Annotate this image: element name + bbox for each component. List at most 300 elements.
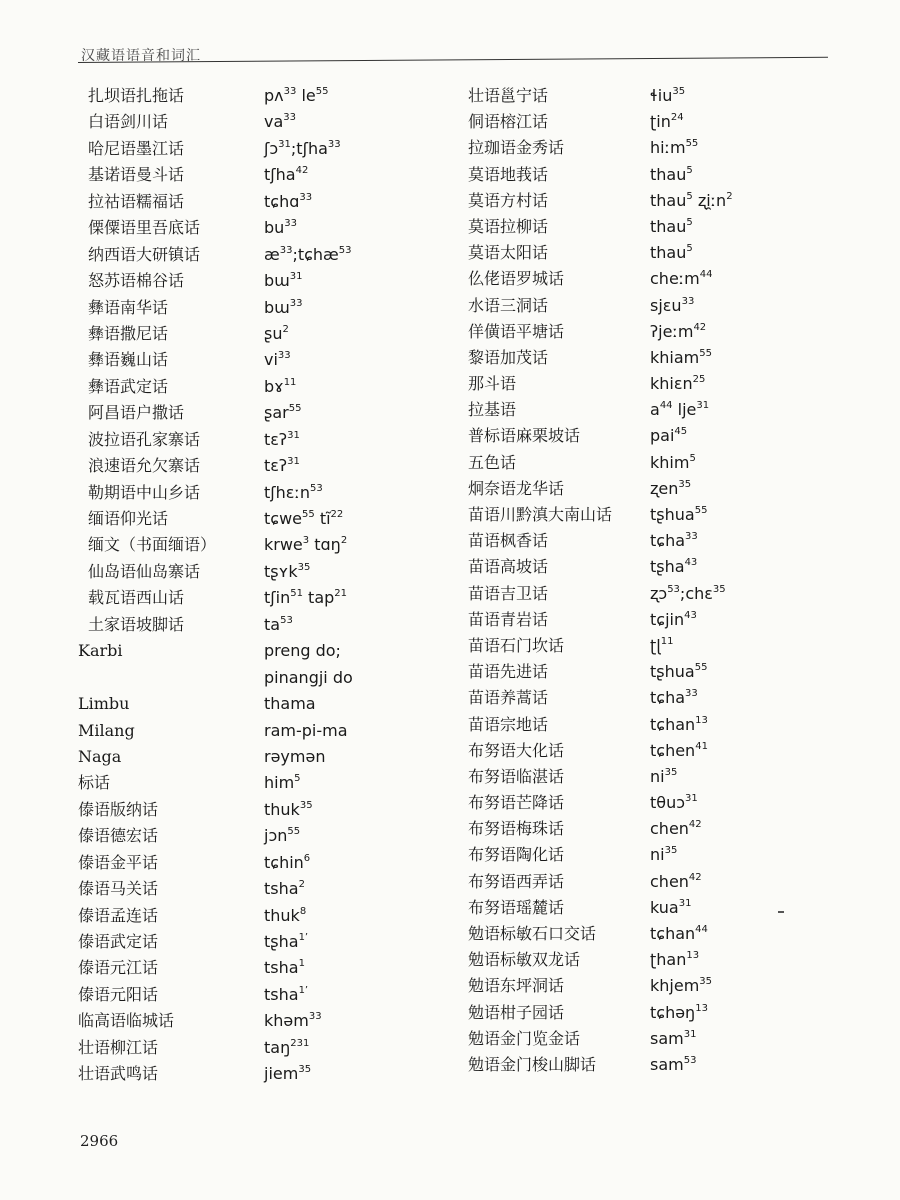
- language-name: 莫语太阳话: [468, 243, 549, 263]
- language-name: 缅文（书面缅语）: [88, 535, 217, 555]
- syllable: ʈɭ: [650, 635, 661, 655]
- syllable: bɤ: [264, 376, 284, 396]
- language-name: 苗语宗地话: [468, 714, 549, 734]
- word-form: [650, 1055, 696, 1075]
- language-name: 苗语先进话: [468, 662, 549, 682]
- tone-number: 42: [295, 165, 309, 177]
- language-name: 彝语武定话: [88, 376, 169, 396]
- word-form: [650, 243, 693, 263]
- tone-number: 55: [694, 662, 708, 674]
- syllable: thau: [650, 216, 687, 236]
- language-name: 临高语临城话: [78, 1011, 175, 1031]
- word-form: [650, 505, 707, 525]
- word-form: [264, 192, 312, 212]
- tone-number: 35: [298, 1064, 312, 1076]
- language-name: 缅语仰光话: [88, 509, 169, 528]
- syllable: thuk: [264, 799, 300, 819]
- word-form: [650, 453, 696, 473]
- syllable: tʂha: [264, 932, 299, 951]
- language-name: 苗语吉卫话: [468, 583, 549, 603]
- tone-number: 35: [672, 86, 686, 97]
- language-name: 佯僙语平塘话: [468, 321, 565, 341]
- word-form: [264, 403, 301, 423]
- word-form: [650, 138, 698, 158]
- syllable: kua: [650, 897, 679, 917]
- language-name: 勒期语中山乡话: [88, 482, 201, 502]
- language-name: 傣语元阳话: [78, 984, 159, 1004]
- tone-number: 8: [299, 905, 307, 917]
- syllable: tʃha: [264, 165, 296, 185]
- syllable: a: [650, 400, 660, 420]
- tone-number: 55: [302, 509, 315, 520]
- syllable: sjɛu: [650, 295, 682, 315]
- syllable: tɕha: [650, 688, 686, 708]
- language-name: 阿昌语户撒话: [88, 403, 185, 423]
- syllable: thau: [650, 190, 687, 210]
- word-form: [650, 845, 677, 865]
- syllable: ʈin: [650, 112, 671, 132]
- word-form: [650, 872, 702, 892]
- word-form: [650, 636, 673, 656]
- language-name: 标话: [78, 773, 111, 793]
- language-name: 傣语金平话: [78, 852, 159, 872]
- page-number: 2966: [80, 1132, 119, 1150]
- word-form: [264, 932, 308, 952]
- syllable: him: [264, 773, 295, 793]
- language-name: 炯奈语龙华话: [468, 478, 565, 498]
- tone-number: 35: [712, 583, 726, 595]
- tone-number: 53: [667, 583, 680, 595]
- word-form: [650, 322, 706, 342]
- tone-number: 35: [664, 766, 678, 778]
- language-name: Milang: [78, 720, 135, 740]
- syllable: ʂu: [264, 323, 283, 343]
- word-form: [650, 793, 698, 813]
- word-form: [264, 800, 313, 820]
- tone-number: 45: [674, 426, 688, 438]
- word-form: [264, 747, 325, 767]
- word-form: [650, 531, 698, 551]
- tone-number: 51: [290, 588, 303, 600]
- language-name: 拉祜语糯福话: [88, 191, 185, 211]
- tone-number: 55: [699, 347, 712, 359]
- tone-number: 53: [683, 1054, 697, 1066]
- word-form: [264, 1064, 311, 1084]
- word-form: [264, 112, 296, 132]
- tone-number: 1: [298, 958, 305, 970]
- tone-number: 22: [330, 509, 344, 520]
- tone-number: 44: [695, 924, 708, 935]
- language-name: 彝语撒尼话: [88, 323, 169, 343]
- language-name: 哈尼语墨江话: [88, 138, 185, 158]
- language-name: 拉基语: [468, 400, 517, 420]
- tone-number: 5: [689, 452, 696, 464]
- language-name: 傣语马关话: [78, 879, 159, 899]
- syllable: tʃhɛːn: [264, 482, 310, 502]
- word-form: [650, 269, 713, 289]
- syllable: ;chɛ: [679, 583, 713, 603]
- word-form: [650, 924, 708, 944]
- tone-number: 33: [289, 297, 303, 309]
- tone-number: 33: [685, 688, 698, 700]
- word-form: [264, 985, 308, 1005]
- language-name: 黎语加茂话: [468, 347, 549, 367]
- tone-number: 35: [299, 799, 313, 811]
- syllable: krwe: [264, 535, 303, 555]
- tone-number: 43: [684, 557, 698, 569]
- tone-number: 25: [692, 374, 706, 386]
- language-name: 傣语版纳话: [78, 799, 159, 819]
- language-name: 仫佬语罗城话: [468, 269, 565, 289]
- syllable: ɬiu: [650, 86, 673, 105]
- syllable: khiam: [650, 347, 700, 367]
- syllable: chen: [650, 871, 689, 891]
- syllable: ʂar: [264, 403, 289, 423]
- language-name: 壮语武鸣话: [78, 1064, 159, 1084]
- language-name: Limbu: [78, 694, 130, 714]
- tone-number: 31: [278, 138, 291, 150]
- language-name: 勉语标敏石口交话: [468, 924, 597, 943]
- syllable: jiem: [264, 1064, 299, 1084]
- tone-number: 33: [681, 295, 695, 307]
- language-name: 莫语拉柳话: [468, 216, 549, 236]
- syllable: pai: [650, 426, 675, 446]
- tone-number: 31: [696, 400, 710, 412]
- word-form: [650, 426, 687, 446]
- tone-number: 2: [726, 190, 733, 202]
- syllable: tʂha: [650, 557, 685, 577]
- syllable: tʂʏk: [264, 561, 298, 581]
- word-form: [650, 1003, 708, 1023]
- tone-number: 33: [283, 86, 297, 97]
- syllable: tsha: [264, 984, 299, 1004]
- syllable: ni: [650, 766, 665, 786]
- syllable: ʐen: [650, 478, 679, 498]
- tone-number: 42: [693, 321, 707, 333]
- tone-number: 33: [327, 138, 341, 150]
- language-name: 苗语枫香话: [468, 531, 549, 551]
- tone-number: 33: [299, 191, 313, 203]
- word-form: [650, 86, 685, 106]
- syllable: thau: [650, 164, 687, 184]
- word-form: [650, 165, 693, 185]
- language-name: 傣语孟连话: [78, 905, 159, 925]
- tone-number: 2: [340, 535, 348, 547]
- syllable: taŋ: [264, 1037, 291, 1057]
- language-name: 五色话: [468, 452, 517, 472]
- syllable: bɯ: [264, 297, 290, 317]
- word-form: [264, 853, 310, 873]
- syllable: tɕhan: [650, 924, 696, 943]
- tone-number: 44: [699, 269, 713, 281]
- syllable: khiɛn: [650, 374, 693, 394]
- word-form: [264, 509, 343, 529]
- word-form: [264, 430, 300, 450]
- syllable: bu: [264, 218, 285, 238]
- language-name: 彝语南华话: [88, 297, 169, 317]
- syllable: ;tʃha: [290, 138, 328, 158]
- tone-number: 55: [315, 86, 329, 97]
- language-name: 布努语西弄话: [468, 871, 565, 891]
- word-form: [264, 879, 305, 899]
- word-form: [650, 191, 733, 211]
- word-form: [264, 562, 310, 582]
- word-form: [264, 165, 308, 185]
- tone-number: 41: [695, 740, 708, 752]
- tone-number: 1’: [298, 984, 309, 996]
- tone-number: 31: [683, 1028, 697, 1040]
- tone-number: 24: [670, 112, 684, 124]
- language-name: 勉语东坪洞话: [468, 976, 565, 996]
- syllable: ram-pi-ma: [264, 720, 348, 740]
- word-form: [650, 112, 684, 132]
- language-name: 基诺语曼斗话: [88, 165, 185, 185]
- tone-number: 31: [289, 271, 303, 283]
- syllable: ta: [264, 614, 281, 634]
- tone-number: 21: [334, 588, 348, 600]
- language-name: 勉语金门梭山脚话: [468, 1054, 597, 1074]
- language-name: 仙岛语仙岛寨话: [88, 561, 201, 581]
- syllable: khim: [650, 452, 690, 472]
- word-form: [650, 976, 712, 996]
- stray-mark: [778, 911, 784, 913]
- tone-number: 42: [688, 871, 702, 883]
- syllable: le: [296, 86, 316, 105]
- language-name: 苗语川黔滇大南山话: [468, 505, 613, 524]
- tone-number: 31: [287, 429, 300, 441]
- tone-number: 5: [686, 164, 693, 176]
- language-name: 傣语武定话: [78, 932, 159, 951]
- syllable: tɕhen: [650, 740, 696, 760]
- syllable: jɔn: [264, 826, 288, 846]
- tone-number: 11: [283, 376, 297, 388]
- language-name: 勉语金门览金话: [468, 1028, 581, 1048]
- word-form: [264, 588, 347, 608]
- word-form: [650, 662, 707, 682]
- syllable: tɕhin: [264, 852, 304, 872]
- syllable: hiːm: [650, 138, 686, 158]
- language-name: 白语剑川话: [88, 112, 169, 132]
- word-form: [264, 298, 302, 318]
- syllable: pʌ: [264, 86, 284, 105]
- word-form: [264, 1038, 309, 1058]
- language-name: 土家语坡脚话: [88, 614, 185, 634]
- syllable: thau: [650, 243, 687, 263]
- tone-number: 33: [277, 350, 291, 362]
- syllable: tɕwe: [264, 509, 302, 528]
- word-form: [264, 668, 353, 688]
- tone-number: 55: [287, 826, 301, 838]
- language-name: 勉语标敏双龙话: [468, 950, 581, 970]
- word-form: [650, 610, 697, 630]
- syllable: cheːm: [650, 269, 700, 289]
- syllable: pinangji do: [264, 667, 353, 687]
- tone-number: 42: [688, 819, 702, 831]
- language-name: 苗语养蒿话: [468, 688, 549, 708]
- tone-number: 44: [659, 400, 673, 412]
- syllable: ʈhan: [650, 950, 687, 970]
- word-form: [264, 826, 300, 846]
- word-form: [650, 296, 694, 316]
- tone-number: 53: [280, 614, 293, 626]
- syllable: rəymən: [264, 746, 326, 766]
- syllable: tap: [302, 588, 335, 608]
- syllable: lje: [672, 400, 697, 420]
- word-form: [650, 898, 691, 918]
- word-form: [264, 721, 348, 741]
- tone-number: 6: [303, 852, 311, 864]
- word-form: [650, 715, 708, 735]
- syllable: khjem: [650, 976, 700, 996]
- word-form: [650, 584, 726, 604]
- word-form: [650, 374, 705, 394]
- tone-number: 53: [309, 482, 323, 494]
- tone-number: 53: [338, 244, 352, 256]
- syllable: ;tɕhæ: [292, 244, 339, 264]
- word-form: [264, 324, 289, 344]
- word-form: [264, 615, 293, 635]
- tone-number: 33: [685, 531, 698, 543]
- tone-number: 31: [685, 793, 698, 805]
- word-form: [264, 1011, 322, 1031]
- language-name: 壮语柳江话: [78, 1037, 159, 1057]
- word-form: [264, 139, 341, 159]
- language-name: 布努语大化话: [468, 740, 565, 760]
- syllable: ʐi̯ːn: [692, 190, 727, 210]
- syllable: tθuɔ: [650, 793, 685, 813]
- syllable: tʃin: [264, 588, 291, 608]
- tone-number: 31: [678, 897, 692, 909]
- language-name: 莫语地莪话: [468, 164, 549, 184]
- language-name: 布努语梅珠话: [468, 819, 565, 839]
- word-form: [650, 688, 698, 708]
- language-name: 布努语芒降话: [468, 793, 565, 813]
- syllable: tʂhua: [650, 662, 695, 682]
- tone-number: 55: [694, 505, 708, 516]
- word-form: [264, 350, 291, 370]
- tone-number: 35: [699, 976, 713, 988]
- syllable: ʐɔ: [650, 583, 668, 603]
- syllable: æ: [264, 244, 280, 264]
- word-form: [650, 819, 702, 839]
- syllable: tɕjin: [650, 609, 685, 629]
- language-name: 苗语青岩话: [468, 609, 549, 629]
- word-form: [264, 245, 352, 265]
- word-form: [650, 741, 708, 761]
- language-name: 布努语陶化话: [468, 845, 565, 865]
- tone-number: 35: [297, 561, 311, 573]
- tone-number: 33: [279, 244, 293, 256]
- word-form: [264, 773, 301, 793]
- language-name: 彝语巍山话: [88, 350, 169, 370]
- language-name: 傈僳语里吾底话: [88, 218, 201, 238]
- word-form: [264, 377, 296, 397]
- word-form: [264, 694, 316, 714]
- tone-number: 31: [287, 456, 300, 468]
- syllable: tɕhɑ: [264, 191, 300, 211]
- language-name: 傣语德宏话: [78, 826, 159, 846]
- syllable: vi: [264, 350, 278, 370]
- tone-number: 5: [686, 216, 693, 228]
- language-name: 布努语临湛话: [468, 766, 565, 786]
- syllable: thuk: [264, 905, 300, 925]
- syllable: preng do;: [264, 641, 341, 661]
- language-name: 苗语高坡话: [468, 557, 549, 577]
- language-name: 傣语元江话: [78, 958, 159, 978]
- running-head: 汉藏语语音和词汇: [81, 48, 201, 64]
- tone-number: 13: [695, 714, 708, 726]
- word-form: [264, 906, 306, 926]
- syllable: va: [264, 112, 284, 132]
- tone-number: 13: [695, 1002, 708, 1014]
- syllable: sam: [650, 1054, 684, 1074]
- tone-number: 231: [290, 1037, 310, 1049]
- syllable: sam: [650, 1028, 684, 1048]
- syllable: tsha: [264, 879, 299, 899]
- syllable: thama: [264, 694, 316, 714]
- word-form: [650, 400, 709, 420]
- tone-number: 2: [282, 323, 289, 335]
- word-form: [264, 535, 347, 555]
- language-name: 扎坝语扎拖话: [88, 86, 185, 105]
- syllable: tɑŋ: [309, 535, 341, 555]
- language-name: 侗语榕江话: [468, 112, 549, 132]
- syllable: tɕhəŋ: [650, 1002, 696, 1022]
- word-form: [650, 348, 712, 368]
- tone-number: 33: [308, 1011, 322, 1023]
- word-form: [264, 641, 341, 661]
- word-form: [650, 557, 697, 577]
- language-name: 拉珈语金秀话: [468, 138, 565, 158]
- word-form: [264, 483, 323, 503]
- language-name: 莫语方村话: [468, 190, 549, 210]
- tone-number: 35: [678, 478, 692, 490]
- word-form: [264, 271, 302, 291]
- syllable: bɯ: [264, 271, 290, 291]
- syllable: tɛʔ: [264, 456, 288, 476]
- word-form: [650, 950, 699, 970]
- tone-number: 5: [686, 190, 693, 202]
- language-name: 勉语柑子园话: [468, 1002, 565, 1022]
- language-name: 载瓦语西山话: [88, 588, 185, 608]
- tone-number: 5: [294, 773, 301, 785]
- tone-number: 5: [686, 243, 693, 255]
- tone-number: 55: [288, 403, 302, 415]
- language-name: 纳西语大研镇话: [88, 244, 201, 264]
- tone-number: 33: [283, 112, 297, 124]
- word-form: [650, 479, 691, 499]
- word-form: [650, 217, 693, 237]
- tone-number: 3: [302, 535, 310, 547]
- tone-number: 11: [660, 635, 674, 647]
- syllable: ʃɔ: [264, 138, 279, 158]
- word-form: [264, 218, 297, 238]
- tone-number: 13: [686, 950, 700, 962]
- language-name: 浪速语允欠寨话: [88, 456, 201, 476]
- language-name: 普标语麻栗坡话: [468, 426, 581, 446]
- language-name: 壮语邕宁话: [468, 86, 549, 105]
- language-name: 怒苏语棉谷话: [88, 271, 185, 291]
- syllable: chen: [650, 819, 689, 839]
- word-form: [650, 767, 677, 787]
- language-name: 水语三洞话: [468, 295, 549, 315]
- syllable: ʔjeːm: [650, 321, 694, 341]
- word-form: [264, 456, 300, 476]
- tone-number: 35: [664, 845, 678, 857]
- syllable: tĩ: [314, 509, 331, 528]
- tone-number: 1’: [298, 932, 309, 943]
- language-name: Karbi: [78, 641, 123, 661]
